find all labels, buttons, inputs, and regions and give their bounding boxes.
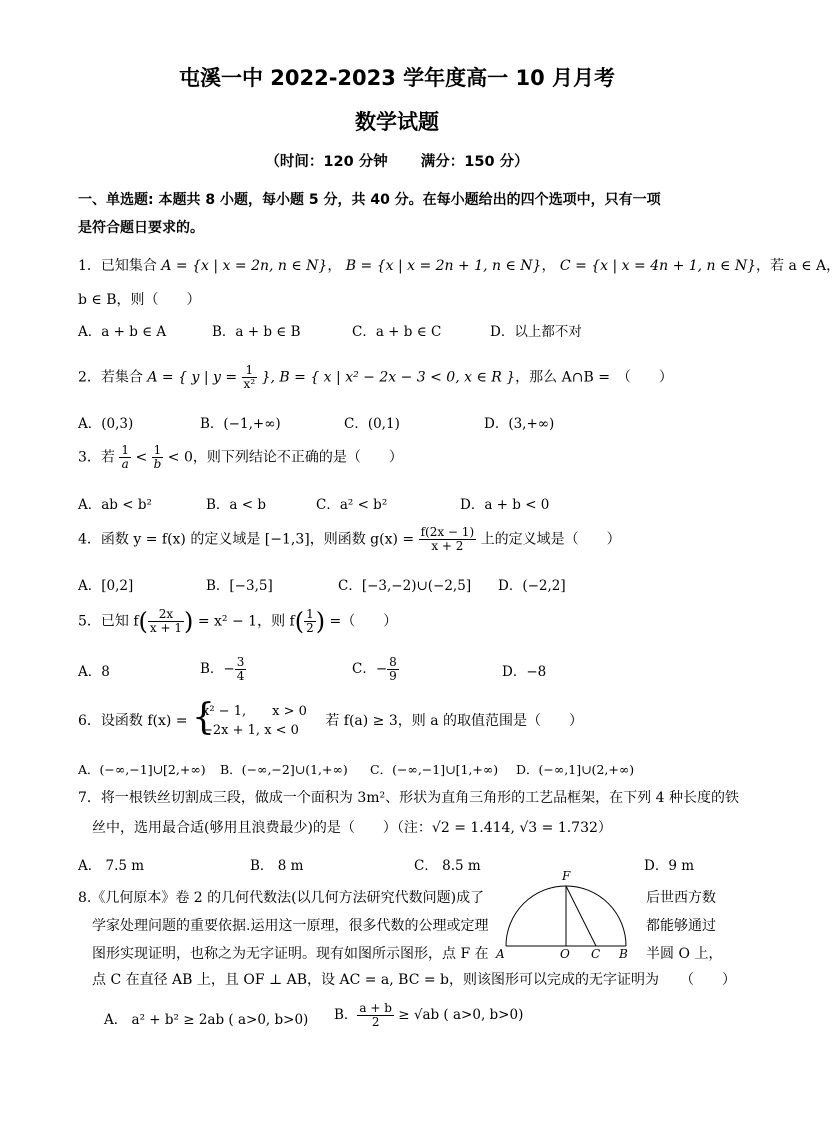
q5-stem: 5．已知 f( $\frac{2x}{x + 1}$ ) = x² − 1，则 f( $\frac{1}{2}$ ) =（ ） (78, 607, 398, 636)
q6-question: 若 f(a) ≥ 3，则 a 的取值范围是（ ） (325, 713, 584, 729)
q5-fraction: $\frac{2x}{x + 1}$ (149, 607, 183, 635)
q5-option-a[interactable]: A．8 (78, 664, 110, 680)
q3-option-d[interactable]: D．a + b < 0 (460, 497, 550, 513)
q2-lead: 2．若集合 (78, 369, 143, 386)
q3-fraction-2: $\frac{1}{b}$ (153, 443, 162, 471)
exam-time: （时间：120 分钟 (265, 154, 388, 170)
q1-set-b: B = {x | x = 2n + 1, n ∈ N} (345, 258, 542, 274)
q3-option-c[interactable]: C．a² < b² (316, 497, 388, 513)
q2-option-d[interactable]: D．(3,+∞) (484, 416, 555, 432)
q4-option-c[interactable]: C．[−3,−2)∪(−2,5] (338, 578, 472, 594)
q6-piecewise: { x² − 1, x > 0 −2x + 1, x < 0 (192, 697, 307, 738)
q4-option-b[interactable]: B．[−3,5] (206, 578, 273, 594)
q2-set-a-head: A = { y | y = (147, 369, 238, 386)
label-o: O (560, 947, 570, 961)
q8-stem-line2b: 都能够通过 (646, 918, 716, 934)
q8-stem-line1a: 8.《几何原本》卷 2 的几何代数法(以几何方法研究代数问题)成了 (78, 890, 485, 906)
exam-title: 屯溪一中 2022-2023 学年度高一 10 月月考 (178, 66, 616, 90)
q7-option-d[interactable]: D．9 m (644, 858, 695, 874)
q8-stem-line3b: 半圆 O 上， (646, 946, 723, 962)
q1-stem-line2: b ∈ B，则（ ） (78, 292, 201, 308)
q8-option-a[interactable]: A． a² + b² ≥ 2ab ( a>0, b>0) (104, 1012, 309, 1028)
q2-set-b: , B = { x | x² − 2x − 3 < 0, x ∈ R } (270, 369, 516, 386)
q1-option-a[interactable]: A．a + b ∈ A (78, 324, 167, 340)
q6-option-a[interactable]: A．(−∞,−1]∪[2,+∞) (78, 762, 206, 777)
q3-option-a[interactable]: A．ab < b² (78, 497, 152, 513)
q1-option-b[interactable]: B．a + b ∈ B (212, 324, 301, 340)
q2-option-c[interactable]: C．(0,1) (344, 416, 400, 432)
q2-stem (78, 364, 673, 398)
q1-option-d[interactable]: D．以上都不对 (490, 324, 582, 340)
q3-stem (78, 444, 403, 478)
q8-stem-line3a: 图形实现证明，也称之为无字证明。现有如图所示图形，点 F 在 (92, 946, 489, 962)
q7-stem-line1: 7．将一根铁丝切割成三段，做成一个面积为 3m²、形状为直角三角形的工艺品框架，在下列 4 种长度的铁 (78, 790, 739, 806)
exam-info (0, 150, 794, 171)
q8-semicircle-figure (494, 866, 640, 962)
q4-question: 上的定义域是（ ） (480, 531, 621, 548)
q6-option-d[interactable]: D．(−∞,1]∪(2,+∞) (516, 762, 635, 777)
q8-stem-line1b: 后世西方数 (646, 890, 716, 906)
q7-option-b[interactable]: B． 8 m (250, 858, 304, 874)
q6-stem (78, 697, 584, 744)
section-heading-line1: 一、单选题: 本题共 8 小题，每小题 5 分，共 40 分。在每小题给出的四个选项中，只有一项 (78, 192, 661, 208)
q2-question: ，那么 A∩B = （ ） (515, 369, 673, 386)
q3-less-than: < (135, 449, 148, 466)
q8-stem-line4: 点 C 在直径 AB 上，且 OF ⊥ AB，设 AC = a, BC = b，则该图形可以完成的无字证明为 （ ） (92, 972, 737, 988)
q8-stem-line2a: 学家处理问题的重要依据.运用这一原理，很多代数的公理或定理 (92, 918, 489, 934)
label-a: A (496, 947, 505, 961)
q7-stem-line2: 丝中，选用最合适(够用且浪费最少)的是（ ）（注：√2 = 1.414, √3 = 1.732） (92, 820, 612, 836)
q1-set-a: A = {x | x = 2n, n ∈ N} (161, 258, 328, 274)
section-heading (78, 186, 728, 242)
q5-lead: 5．已知 f (78, 613, 139, 630)
label-c: C (591, 947, 601, 961)
q1-set-c: C = {x | x = 4n + 1, n ∈ N} (559, 258, 756, 274)
q4-fraction: $\frac{f(2x - 1)}{x + 2}$ (420, 525, 475, 553)
segment-fc (566, 886, 596, 946)
q3-option-b[interactable]: B．a < b (206, 497, 267, 513)
q4-lead: 4．函数 y = f(x) 的定义域是 [−1,3]，则函数 g(x) = (78, 531, 415, 548)
q3-lead: 3．若 (78, 449, 115, 466)
q3-question: < 0，则下列结论不正确的是（ ） (167, 449, 403, 466)
q3-fraction-1: $\frac{1}{a}$ (121, 443, 130, 471)
q5-option-c[interactable]: C．− $\frac{8}{9}$ (352, 655, 397, 683)
q4-stem (78, 526, 621, 560)
q8-option-b[interactable]: B． $\frac{a + b}{2}$ ≥ √ab ( a>0, b>0) (334, 1001, 524, 1029)
q2-option-a[interactable]: A．(0,3) (78, 416, 134, 432)
label-b: B (619, 947, 628, 961)
q7-option-c[interactable]: C． 8.5 m (414, 858, 481, 874)
q1-stem: 1．已知集合 A = {x | x = 2n, n ∈ N}， B = {x | x = 2n + 1, n ∈ N}， C = {x | x = 4n + 1, n ∈ N}，若 a ∈ A， (78, 258, 840, 274)
q5-question: =（ ） (329, 613, 398, 630)
q6-option-c[interactable]: C．(−∞,−1]∪[1,+∞) (370, 762, 499, 777)
q1-lead: 1．已知集合 (78, 258, 157, 274)
exam-score: 满分：150 分） (420, 154, 529, 170)
q5-middle: = x² − 1，则 f (197, 613, 295, 630)
q1-condition: ，若 a ∈ A， (756, 258, 840, 274)
q5-fraction-half: $\frac{1}{2}$ (306, 607, 314, 635)
q5-option-b[interactable]: B．− $\frac{3}{4}$ (200, 655, 245, 683)
q7-option-a[interactable]: A． 7.5 m (78, 858, 145, 874)
q2-fraction: $\frac{1}{\text{x²}}$ (243, 363, 256, 391)
exam-subtitle: 数学试题 (355, 110, 439, 134)
q2-option-b[interactable]: B．(−1,+∞) (200, 416, 281, 432)
label-f: F (562, 869, 571, 883)
q1-option-c[interactable]: C．a + b ∈ C (352, 324, 442, 340)
q6-lead: 6．设函数 f(x) = (78, 713, 188, 729)
q6-option-b[interactable]: B．(−∞,−2]∪(1,+∞) (220, 762, 348, 777)
q4-option-a[interactable]: A．[0,2] (78, 578, 134, 594)
q4-option-d[interactable]: D．(−2,2] (498, 578, 566, 594)
section-heading-line2: 是符合题日要求的。 (78, 220, 204, 236)
q2-set-a-tail: } (261, 369, 271, 386)
q5-option-d[interactable]: D．−8 (502, 664, 547, 680)
